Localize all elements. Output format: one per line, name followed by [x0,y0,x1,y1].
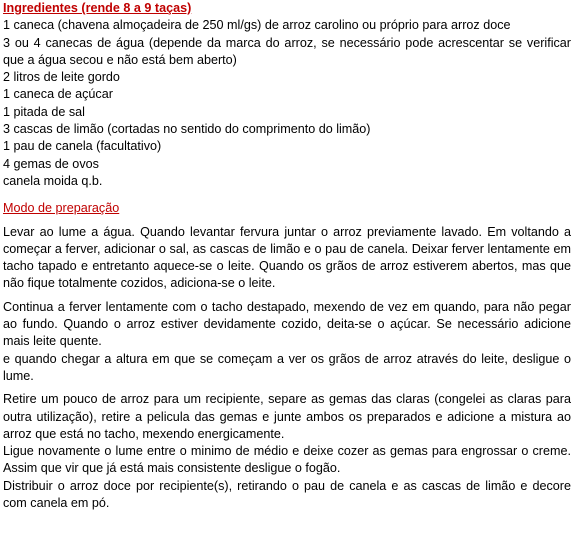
ingredient-item: 1 pitada de sal [3,104,85,119]
ingredient-item: 3 ou 4 canecas de água (depende da marca do arroz, se necessário pode acrescentar se verificar que a água secou e não está bem aberto) [3,35,571,67]
preparation-heading: Modo de preparação [3,201,120,216]
ingredients-list [3,17,571,190]
ingredient-item: 4 gemas de ovos [3,156,99,171]
recipe-document [3,0,571,512]
ingredients-heading: Ingredientes (rende 8 a 9 taças) [3,1,192,15]
ingredient-item: canela moida q.b. [3,173,103,188]
preparation-step: Ligue novamente o lume entre o minimo de médio e deixe cozer as gemas para engrossar o creme. Assim que vir que já está mais consistente desligue o fogão. [3,444,571,476]
preparation-step: e quando chegar a altura em que se começam a ver os grãos de arroz através do leite, desligue o lume. [3,351,571,383]
ingredient-item: 2 litros de leite gordo [3,70,120,85]
preparation-step: Continua a ferver lentamente com o tacho destapado, mexendo de vez em quando, para não pegar ao fundo. Quando o arroz estiver devidamente cozido, deita-se o açúcar. Se necessário adicione mais leite quente. [3,299,571,349]
ingredient-item: 1 caneca de açúcar [3,87,113,102]
ingredient-item: 1 pau de canela (facultativo) [3,139,162,154]
preparation-step: Distribuir o arroz doce por recipiente(s), retirando o pau de canela e as cascas de limão e decore com canela em pó. [3,478,571,511]
ingredient-item: 1 caneca (chavena almoçadeira de 250 ml/gs) de arroz carolino ou próprio para arroz doce [3,18,511,33]
preparation-steps [3,224,571,513]
preparation-step: Levar ao lume a água. Quando levantar fervura juntar o arroz previamente lavado. Em voltando a começar a ferver, adicionar o sal, as cascas de limão e o pau de canela. Deixar ferver lentamente em tacho tapado e entretanto aquece-se o leite. Quando os grãos de arroz estiverem abertos, mas que não fique totalmente cozidos, adiciona-se o leite. [3,224,571,291]
preparation-step: Retire um pouco de arroz para um recipiente, separe as gemas das claras (congelei as claras para outra utilização), retire a pelicula das gemas e junte ambos os preparados e adicione a mistura ao arroz que está no tacho, mexendo energicamente. [3,392,571,441]
ingredient-item: 3 cascas de limão (cortadas no sentido do comprimento do limão) [3,122,371,137]
